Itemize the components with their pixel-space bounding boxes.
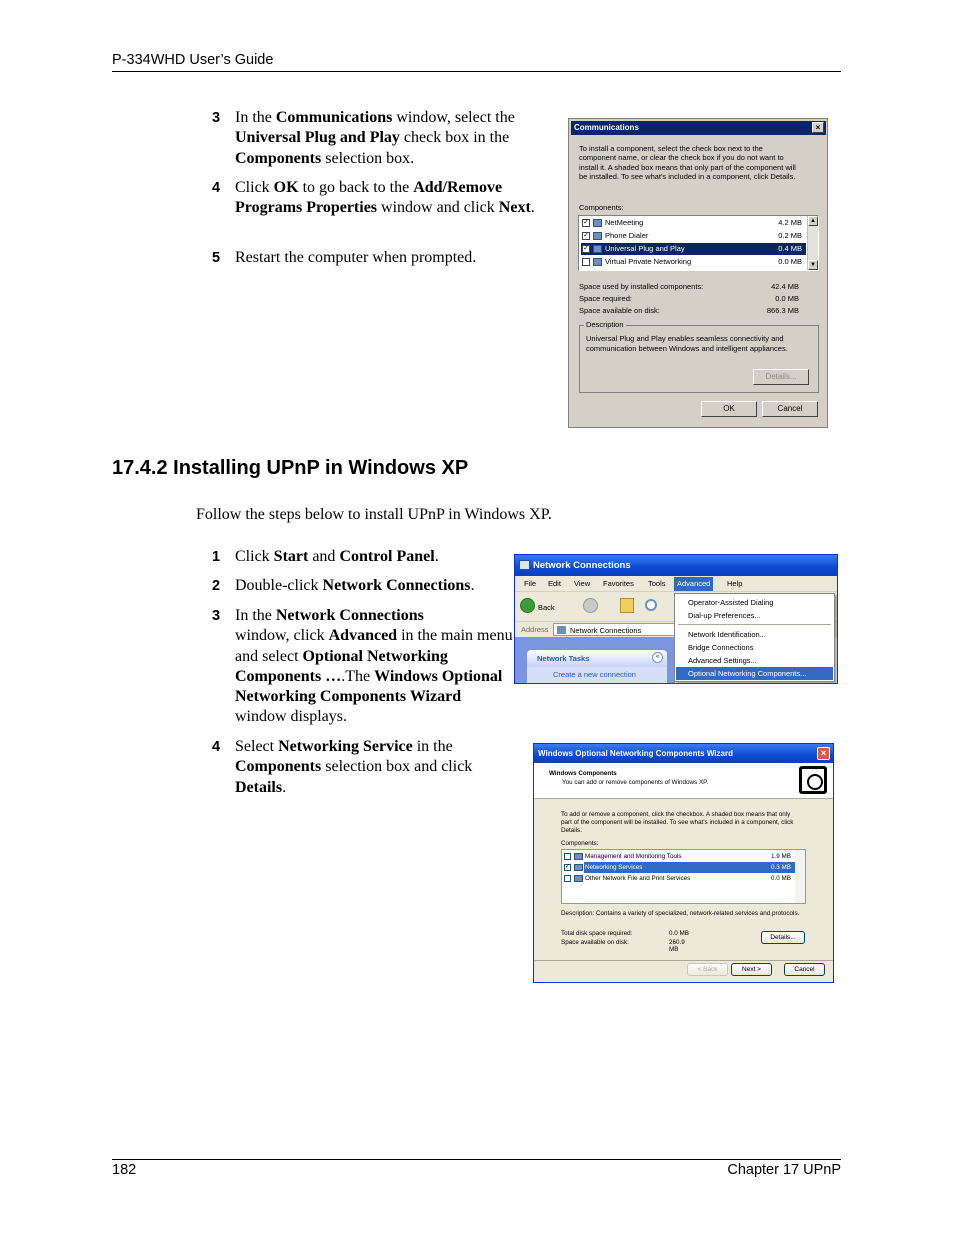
advanced-dropdown-menu (674, 593, 835, 682)
address-input[interactable]: Network Connections (553, 623, 677, 636)
description-label: Description (586, 320, 624, 329)
menu-tools[interactable]: Tools (648, 579, 666, 588)
back-button[interactable]: < Back (687, 963, 728, 976)
component-icon (574, 875, 583, 882)
step-2-double-click: 2 Double-click Network Connections. (212, 577, 475, 594)
cancel-button[interactable]: Cancel (784, 963, 825, 976)
menu-item-network-identification[interactable]: Network Identification... (688, 630, 766, 639)
section-heading: 17.4.2 Installing UPnP in Windows XP (112, 457, 469, 479)
menu-item-bridge-connections[interactable]: Bridge Connections (688, 643, 754, 652)
network-connections-window (514, 554, 838, 684)
task-pane (515, 637, 675, 684)
back-arrow-icon[interactable] (520, 598, 535, 613)
space-available: Space available on disk: 866.3 MB (579, 306, 799, 315)
scroll-down-icon[interactable]: ▼ (808, 260, 818, 270)
menu-item-dialup-preferences[interactable]: Dial-up Preferences... (688, 611, 761, 620)
scroll-up-icon[interactable]: ▲ (808, 216, 818, 226)
description-group: Universal Plug and Play enables seamless connectivity and communication between Windows and intelligent appliances. Details... (579, 325, 819, 393)
search-icon[interactable] (645, 599, 657, 611)
page-number: 182 (112, 1162, 137, 1178)
forward-arrow-icon[interactable] (583, 598, 598, 613)
scrollbar[interactable] (807, 216, 818, 270)
menu-favorites[interactable]: Favorites (603, 579, 634, 588)
list-item[interactable]: ✓ NetMeeting 4.2 MB (583, 218, 802, 227)
chapter-title: Chapter 17 UPnP (727, 1162, 841, 1178)
wizard-header (534, 763, 833, 799)
components-label: Components: (561, 840, 599, 847)
menu-item-operator-dialing[interactable]: Operator-Assisted Dialing (688, 598, 774, 607)
space-used: Space used by installed components: 42.4 MB (579, 282, 799, 291)
step-5-restart: 5 Restart the computer when prompted. (212, 249, 477, 266)
components-label: Components: (579, 203, 624, 212)
network-folder-icon (519, 560, 530, 570)
wizard-header-subtitle: You can add or remove components of Windows XP. (562, 779, 709, 786)
communications-dialog (568, 118, 828, 428)
step-3-network-connections: 3 In the Network Connections window, click Advanced in the main menu and select Optional Networking Components ….The Windows Optional Networking Components Wizard window displays. (212, 607, 513, 726)
header-title: P-334WHD User’s Guide (112, 52, 274, 68)
close-icon[interactable]: × (817, 747, 830, 760)
window-title-bar: Network Connections (515, 555, 837, 576)
next-button[interactable]: Next > (731, 963, 772, 976)
step-4-select-networking: 4 Select Networking Service in the Components selection box and click Details. (212, 738, 473, 796)
component-description: Description: Contains a variety of specialized, network-related services and protocols. (561, 910, 800, 917)
scrollbar[interactable] (795, 850, 805, 903)
wizard-title-bar: Windows Optional Networking Components Wizard × (534, 744, 833, 763)
wizard-header-title: Windows Components (549, 770, 617, 777)
components-cd-icon (799, 766, 827, 794)
menu-view[interactable]: View (574, 579, 591, 588)
folder-up-icon[interactable] (620, 598, 634, 613)
step-1-start: 1 Click Start and Control Panel. (212, 548, 439, 565)
collapse-chevron-icon[interactable]: « (652, 652, 663, 663)
cancel-button[interactable]: Cancel (762, 401, 818, 417)
component-icon (574, 864, 583, 871)
menu-bar (515, 576, 837, 592)
menu-separator (678, 624, 831, 625)
space-required: Space required: 0.0 MB (579, 294, 799, 303)
address-label: Address (521, 625, 549, 634)
menu-edit[interactable]: Edit (548, 579, 561, 588)
footer-rule (112, 1159, 841, 1160)
netmeeting-icon (593, 219, 602, 227)
list-item[interactable]: ✓ Phone Dialer 0.2 MB (583, 231, 802, 240)
phone-icon (593, 232, 602, 240)
step-4-click-ok: 4 Click OK to go back to the Add/Remove Programs Properties window and click Next. (212, 179, 535, 217)
dialog-title-bar: Communications × (571, 121, 826, 135)
back-button[interactable]: Back (538, 603, 555, 612)
components-list[interactable] (578, 215, 819, 271)
menu-item-advanced-settings[interactable]: Advanced Settings... (688, 656, 757, 665)
menu-advanced[interactable]: Advanced (674, 577, 713, 591)
step-3-communications: 3 In the Communications window, select the Universal Plug and Play check box in the Components selection box. (212, 109, 515, 167)
checkbox[interactable]: ✓ (583, 245, 589, 252)
component-icon (574, 853, 583, 860)
network-icon (593, 258, 602, 266)
optional-networking-wizard (533, 743, 834, 983)
components-list[interactable] (561, 849, 806, 904)
total-disk-space: Total disk space required: 0.0 MB (561, 930, 689, 937)
ok-button[interactable]: OK (701, 401, 757, 417)
list-item-selected[interactable]: ✓ Networking Services 0.3 MB (563, 862, 793, 873)
network-folder-icon (557, 626, 566, 634)
create-connection-link[interactable]: Create a new connection (527, 667, 667, 684)
network-tasks-header[interactable]: Network Tasks « (527, 650, 667, 667)
header-rule (112, 71, 841, 72)
checkbox[interactable]: ✓ (583, 232, 589, 239)
list-item[interactable]: Management and Monitoring Tools 1.9 MB (563, 851, 793, 862)
checkbox[interactable]: ✓ (583, 219, 589, 226)
checkbox[interactable] (582, 258, 590, 266)
details-button[interactable]: Details... (761, 931, 805, 944)
checkbox[interactable] (564, 875, 571, 882)
list-item-selected[interactable]: ✓ Universal Plug and Play 0.4 MB (581, 243, 806, 255)
menu-item-optional-networking-components[interactable]: Optional Networking Components... (676, 667, 833, 680)
intro-text: Follow the steps below to install UPnP in Windows XP. (196, 506, 552, 523)
network-icon (593, 245, 602, 253)
wizard-separator (534, 960, 833, 961)
list-item[interactable]: Virtual Private Networking 0.0 MB (581, 256, 806, 268)
list-item[interactable]: Other Network File and Print Services 0.0 MB (563, 873, 793, 884)
checkbox[interactable] (564, 853, 571, 860)
menu-help[interactable]: Help (727, 579, 743, 588)
space-available: Space available on disk: 260.9 MB (561, 939, 685, 953)
instructions: To install a component, select the check box next to the component name, or clear the check box if you do not want to install it. A shaded box means that only part of the component will be installed. To see what's included in a component, click Details. (579, 144, 796, 181)
wizard-instructions: To add or remove a component, click the checkbox. A shaded box means that only part of the component will be installed. To see what's included in a component, click Details. (561, 811, 794, 834)
menu-file[interactable]: File (524, 579, 537, 588)
close-icon[interactable]: × (812, 122, 824, 133)
checkbox[interactable]: ✓ (565, 864, 571, 870)
details-button[interactable]: Details... (753, 369, 809, 385)
